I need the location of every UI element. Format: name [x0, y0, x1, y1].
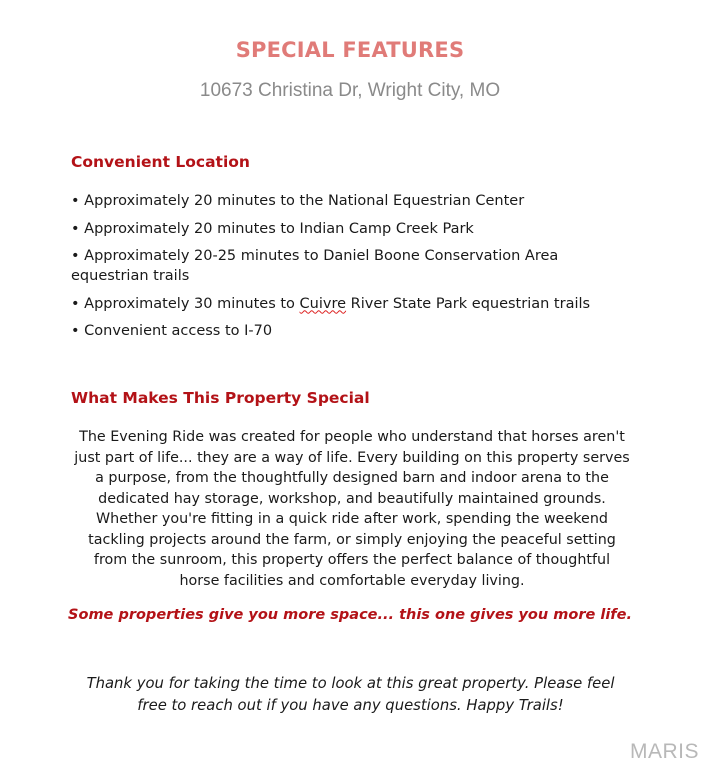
section-heading-location: Convenient Location	[71, 153, 250, 171]
list-item-text: Approximately 20 minutes to Indian Camp Creek Park	[84, 220, 474, 237]
tagline: Some properties give you more space... this one gives you more life.	[68, 607, 632, 623]
closing-message: Thank you for taking the time to look at this great property. Please feel free to reach out if you have any questions. Happy Trails!	[86, 675, 615, 714]
list-item-text: Convenient access to I-70	[84, 323, 273, 339]
list-item-text: Approximately 20 minutes to the National Equestrian Center	[84, 193, 525, 209]
list-item	[71, 294, 616, 314]
list-item-text-before: Approximately 30 minutes to	[84, 295, 300, 312]
description-paragraph: The Evening Ride was created for people who understand that horses aren't just part of life... they are a way of life. Every building on this property serves a purpose, from the thoughtfully designed barn and indoor arena to the dedicated hay storage, workshop, and beautifully maintained grounds. Whether you're fitting in a quick ride after work, spending the weekend tackling projects around the farm, or simply enjoying the peaceful setting from the sunroom, this property offers the perfect balance of thoughtful horse facilities and comfortable everyday living.	[74, 429, 630, 589]
list-item-text: Approximately 20-25 minutes to Daniel Boone Conservation Area equestrian trails	[71, 248, 559, 284]
property-address: 10673 Christina Dr, Wright City, MO	[199, 80, 501, 101]
list-item	[71, 191, 616, 211]
section-heading-special: What Makes This Property Special	[71, 389, 370, 407]
page-title: SPECIAL FEATURES	[235, 38, 465, 62]
list-item	[71, 321, 616, 341]
spellcheck-flagged-word: Cuivre	[299, 295, 347, 312]
list-item	[71, 219, 616, 239]
list-item-text-after: River State Park equestrian trails	[346, 295, 591, 312]
maris-watermark: MARIS	[629, 740, 699, 763]
location-list	[71, 191, 616, 349]
list-item	[71, 246, 616, 286]
